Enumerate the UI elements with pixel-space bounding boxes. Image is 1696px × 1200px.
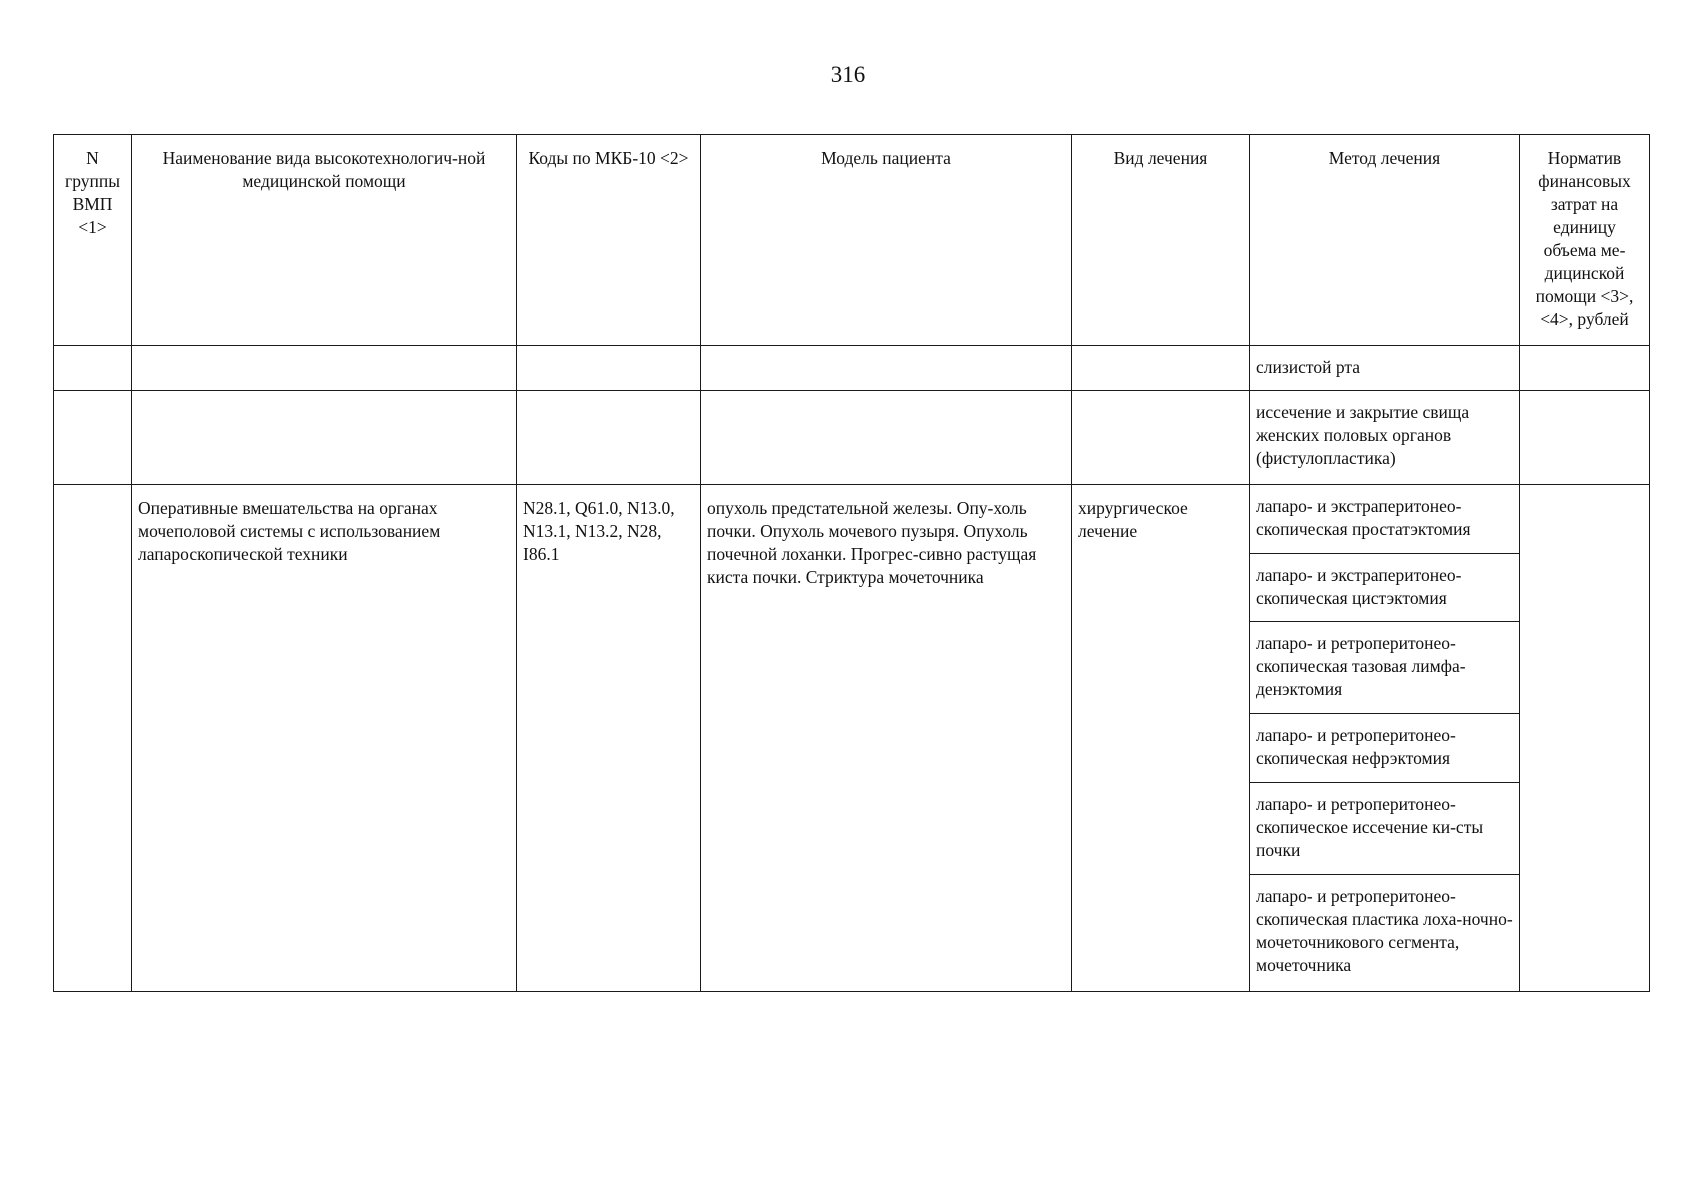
header-icd-codes: Коды по МКБ-10 <2> (517, 135, 701, 346)
cell-patient-model (701, 346, 1072, 391)
header-cost-norm: Норматив финансовых затрат на единицу объема ме-дицинской помощи <3>, <4>, рублей (1520, 135, 1650, 346)
cell-icd-codes: N28.1, Q61.0, N13.0, N13.1, N13.2, N28, I86.1 (517, 485, 701, 992)
cell-cost-norm (1520, 346, 1650, 391)
cell-treatment-method: лапаро- и ретроперитонео-скопическое иссечение ки-сты почки (1250, 783, 1520, 875)
table-row (54, 485, 1650, 554)
cell-cost-norm (1520, 391, 1650, 485)
cell-patient-model: опухоль предстательной железы. Опу-холь почки. Опухоль мочевого пузыря. Опухоль почечной лоханки. Прогрес-сивно растущая киста почки. Стриктура мочеточника (701, 485, 1072, 992)
cell-group-number (54, 391, 132, 485)
cell-treatment-method: иссечение и закрытие свища женских половых органов (фистулопластика) (1250, 391, 1520, 485)
cell-treatment-type (1072, 346, 1250, 391)
cell-treatment-method: слизистой рта (1250, 346, 1520, 391)
cell-patient-model (701, 391, 1072, 485)
table-row (54, 391, 1650, 485)
cell-icd-codes (517, 391, 701, 485)
cell-icd-codes (517, 346, 701, 391)
cell-care-name: Оперативные вмешательства на органах мочеполовой системы с использованием лапароскопической техники (132, 485, 517, 992)
header-patient-model: Модель пациента (701, 135, 1072, 346)
cell-group-number (54, 485, 132, 992)
cell-treatment-type: хирургическое лечение (1072, 485, 1250, 992)
cell-treatment-method: лапаро- и ретроперитонео-скопическая тазовая лимфа-денэктомия (1250, 622, 1520, 714)
cell-treatment-method: лапаро- и ретроперитонео-скопическая нефрэктомия (1250, 714, 1520, 783)
header-care-name: Наименование вида высокотехнологич-ной медицинской помощи (132, 135, 517, 346)
table-row (54, 346, 1650, 391)
header-treatment-method: Метод лечения (1250, 135, 1520, 346)
header-treatment-type: Вид лечения (1072, 135, 1250, 346)
header-group-number: N группы ВМП <1> (54, 135, 132, 346)
header-row (54, 135, 1650, 346)
medical-care-table (53, 134, 1650, 992)
cell-treatment-method: лапаро- и экстраперитонео-скопическая цистэктомия (1250, 554, 1520, 622)
cell-treatment-type (1072, 391, 1250, 485)
cell-treatment-method: лапаро- и ретроперитонео-скопическая пластика лоха-ночно-мочеточникового сегмента, мочеточника (1250, 875, 1520, 992)
cell-cost-norm (1520, 485, 1650, 992)
cell-care-name (132, 346, 517, 391)
cell-group-number (54, 346, 132, 391)
cell-treatment-method: лапаро- и экстраперитонео-скопическая простатэктомия (1250, 485, 1520, 554)
cell-care-name (132, 391, 517, 485)
page-number: 316 (830, 62, 866, 87)
